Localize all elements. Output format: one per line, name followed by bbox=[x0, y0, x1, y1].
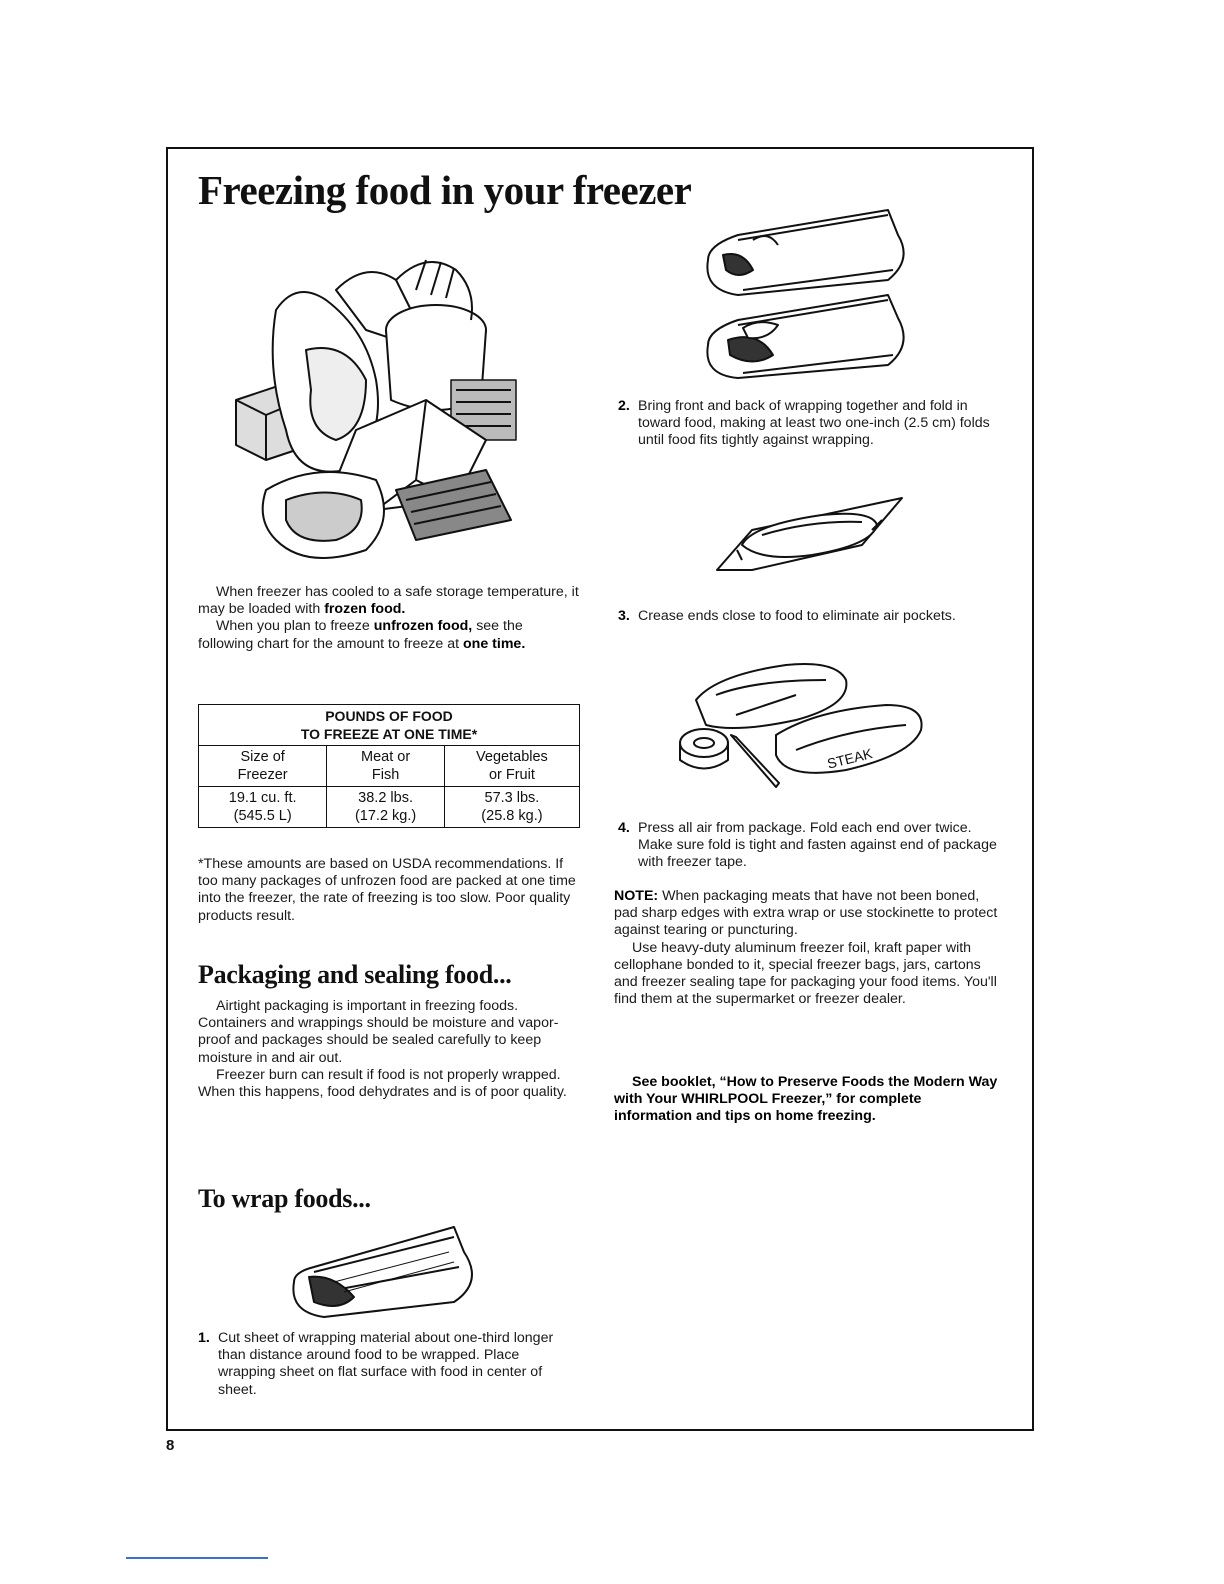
intro-text bbox=[198, 584, 580, 653]
col-meat-line1: Meat or bbox=[361, 749, 411, 765]
step-4-text: Press all air from package. Fold each end over twice. Make sure fold is tight and fasten against end of package with freezer tape. bbox=[638, 820, 997, 871]
packaging-text bbox=[198, 998, 580, 1101]
col-size-line2: Freezer bbox=[237, 767, 288, 783]
step-2-text: Bring front and back of wrapping together and fold in toward food, making at least two one-inch (2.5 cm) folds until food fits tightly against wrapping. bbox=[638, 398, 990, 449]
cell-veg-line1: 57.3 lbs. bbox=[484, 790, 540, 806]
intro-one-time: one time. bbox=[462, 635, 526, 652]
cell-veg-line2: (25.8 kg.) bbox=[481, 808, 543, 824]
cell-meat-line1: 38.2 lbs. bbox=[358, 790, 413, 806]
note-section bbox=[614, 888, 1002, 1008]
table-footnote: *These amounts are based on USDA recommendations. If too many packages of unfrozen food are packed at one time into the freezer, the rate of freezing is too slow. Poor quality products result. bbox=[198, 856, 576, 924]
page-number: 8 bbox=[166, 1437, 175, 1454]
food-pile-illustration bbox=[226, 240, 526, 570]
wrap-step4-illustration bbox=[676, 655, 936, 795]
intro-text-1: When freezer has cooled to a safe storage temperature, it may be loaded with bbox=[198, 584, 579, 618]
cell-size-line2: (545.5 L) bbox=[233, 808, 292, 824]
step-1-text: Cut sheet of wrapping material about one-third longer than distance around food to be wrapped. Place wrapping sheet on flat surface with food in center of sheet. bbox=[218, 1330, 554, 1398]
wrap-step1-illustration bbox=[284, 1222, 494, 1322]
wrap-step3-illustration bbox=[712, 490, 912, 580]
table-heading-line1: POUNDS OF FOOD bbox=[325, 708, 453, 724]
cell-size-line1: 19.1 cu. ft. bbox=[228, 790, 297, 806]
cell-meat-line2: (17.2 kg.) bbox=[354, 808, 417, 824]
bottom-divider bbox=[126, 1557, 268, 1559]
intro-unfrozen-food: unfrozen food, bbox=[373, 618, 473, 635]
col-header-size bbox=[199, 746, 327, 787]
cell-size bbox=[199, 787, 327, 828]
intro-text-3: see the following chart for the amount to freeze at bbox=[198, 618, 523, 652]
table-heading-line2: TO FREEZE AT ONE TIME* bbox=[300, 726, 478, 742]
freeze-amount-table bbox=[198, 704, 580, 828]
col-veg-line1: Vegetables bbox=[476, 749, 548, 765]
note-paragraph-2: Use heavy-duty aluminum freezer foil, kraft paper with cellophane bonded to it, special freezer bags, jars, cartons and freezer sealing tape for packaging your food items. You'll find them at the supermarket or freezer dealer. bbox=[614, 939, 997, 1008]
col-size-line1: Size of bbox=[240, 749, 285, 765]
col-header-meat bbox=[327, 746, 445, 787]
col-meat-line2: Fish bbox=[371, 767, 400, 783]
wrap-step-4 bbox=[618, 820, 1002, 872]
intro-text-2: When you plan to freeze bbox=[216, 618, 374, 635]
wrap-step-3 bbox=[618, 608, 1002, 625]
page-title: Freezing food in your freezer bbox=[198, 167, 692, 213]
table-heading-row bbox=[199, 705, 580, 746]
wrap-step2-illustration bbox=[698, 200, 928, 380]
cell-meat bbox=[327, 787, 445, 828]
col-header-veg bbox=[444, 746, 579, 787]
intro-frozen-food: frozen food. bbox=[324, 601, 406, 618]
step-2-number: 2. bbox=[618, 398, 630, 414]
table-header-row bbox=[199, 746, 580, 787]
table-row bbox=[199, 787, 580, 828]
wrap-step-2 bbox=[618, 398, 1002, 450]
note-paragraph-1: When packaging meats that have not been boned, pad sharp edges with extra wrap or use stockinette to protect against tearing or puncturing. bbox=[614, 888, 998, 939]
table-heading bbox=[199, 705, 580, 746]
packaging-heading: Packaging and sealing food... bbox=[198, 960, 512, 989]
wrap-heading: To wrap foods... bbox=[198, 1184, 371, 1213]
step-4-number: 4. bbox=[618, 820, 630, 836]
steak-label: STEAK bbox=[825, 745, 874, 772]
packaging-paragraph-1: Airtight packaging is important in freezing foods. Containers and wrappings should be moisture and vapor-proof and packages should be sealed carefully to keep moisture in and air out. bbox=[198, 998, 559, 1066]
col-veg-line2: or Fruit bbox=[488, 767, 535, 783]
step-3-number: 3. bbox=[618, 608, 630, 624]
cell-veg bbox=[444, 787, 579, 828]
step-3-text: Crease ends close to food to eliminate air pockets. bbox=[638, 608, 956, 624]
booklet-reference bbox=[614, 1074, 1002, 1126]
note-label: NOTE: bbox=[614, 888, 659, 904]
booklet-text: See booklet, “How to Preserve Foods the Modern Way with Your WHIRLPOOL Freezer,” for complete information and tips on home freezing. bbox=[614, 1074, 998, 1125]
step-1-number: 1. bbox=[198, 1330, 210, 1346]
packaging-paragraph-2: Freezer burn can result if food is not properly wrapped. When this happens, food dehydrates and is of poor quality. bbox=[198, 1066, 567, 1101]
wrap-step-1 bbox=[198, 1330, 580, 1399]
